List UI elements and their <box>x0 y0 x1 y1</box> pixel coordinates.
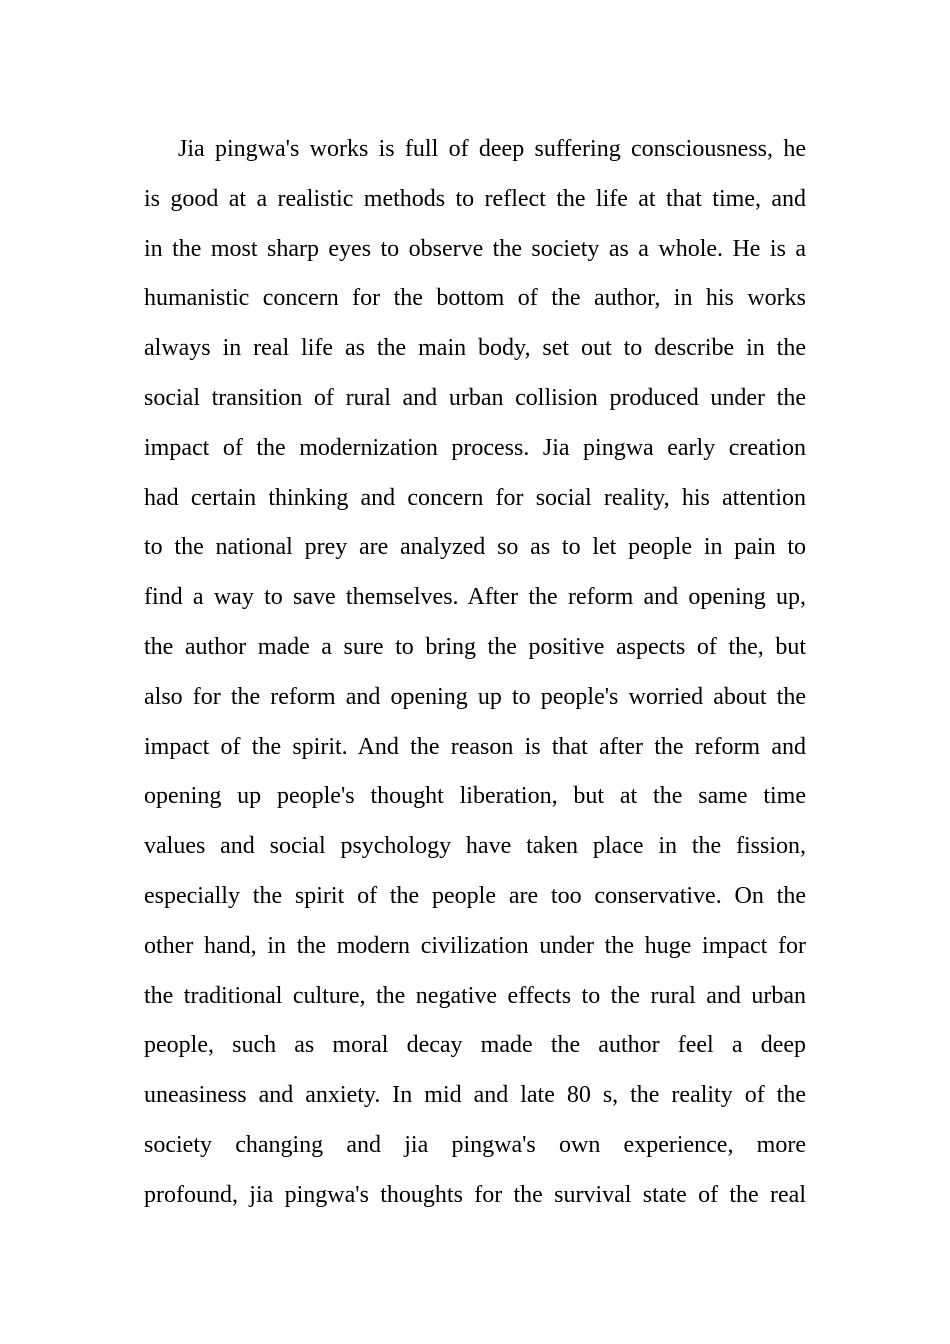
paragraph-line: the author made a sure to bring the positive aspects of the, but <box>144 633 806 660</box>
paragraph-line: to the national prey are analyzed so as to let people in pain to <box>144 534 806 561</box>
paragraph-line: Jia pingwa's works is full of deep suffering consciousness, he <box>178 136 806 162</box>
paragraph-line: humanistic concern for the bottom of the author, in his works <box>144 285 806 312</box>
body-paragraph <box>144 125 806 1221</box>
paragraph-line: social transition of rural and urban collision produced under the <box>144 384 806 411</box>
paragraph-line: values and social psychology have taken place in the fission, <box>144 833 806 860</box>
paragraph-line: society changing and jia pingwa's own experience, more <box>144 1131 806 1158</box>
paragraph-line: people, such as moral decay made the author feel a deep <box>144 1032 806 1059</box>
paragraph-line: had certain thinking and concern for social reality, his attention <box>144 484 806 511</box>
paragraph-line: uneasiness and anxiety. In mid and late 80 s, the reality of the <box>144 1082 806 1109</box>
paragraph-line: find a way to save themselves. After the reform and opening up, <box>144 584 806 611</box>
paragraph-line: also for the reform and opening up to people's worried about the <box>144 683 806 710</box>
paragraph-line: always in real life as the main body, set out to describe in the <box>144 335 806 362</box>
paragraph-line: in the most sharp eyes to observe the society as a whole. He is a <box>144 235 806 262</box>
paragraph-line: other hand, in the modern civilization under the huge impact for <box>144 932 806 959</box>
paragraph-line: impact of the modernization process. Jia pingwa early creation <box>144 434 806 461</box>
paragraph-line: impact of the spirit. And the reason is that after the reform and <box>144 733 806 760</box>
paragraph-line: the traditional culture, the negative effects to the rural and urban <box>144 982 806 1009</box>
paragraph-line: is good at a realistic methods to reflect the life at that time, and <box>144 185 806 212</box>
paragraph-line: especially the spirit of the people are too conservative. On the <box>144 882 806 909</box>
paragraph-line: opening up people's thought liberation, but at the same time <box>144 783 806 810</box>
paragraph-line: profound, jia pingwa's thoughts for the survival state of the real <box>144 1181 806 1208</box>
